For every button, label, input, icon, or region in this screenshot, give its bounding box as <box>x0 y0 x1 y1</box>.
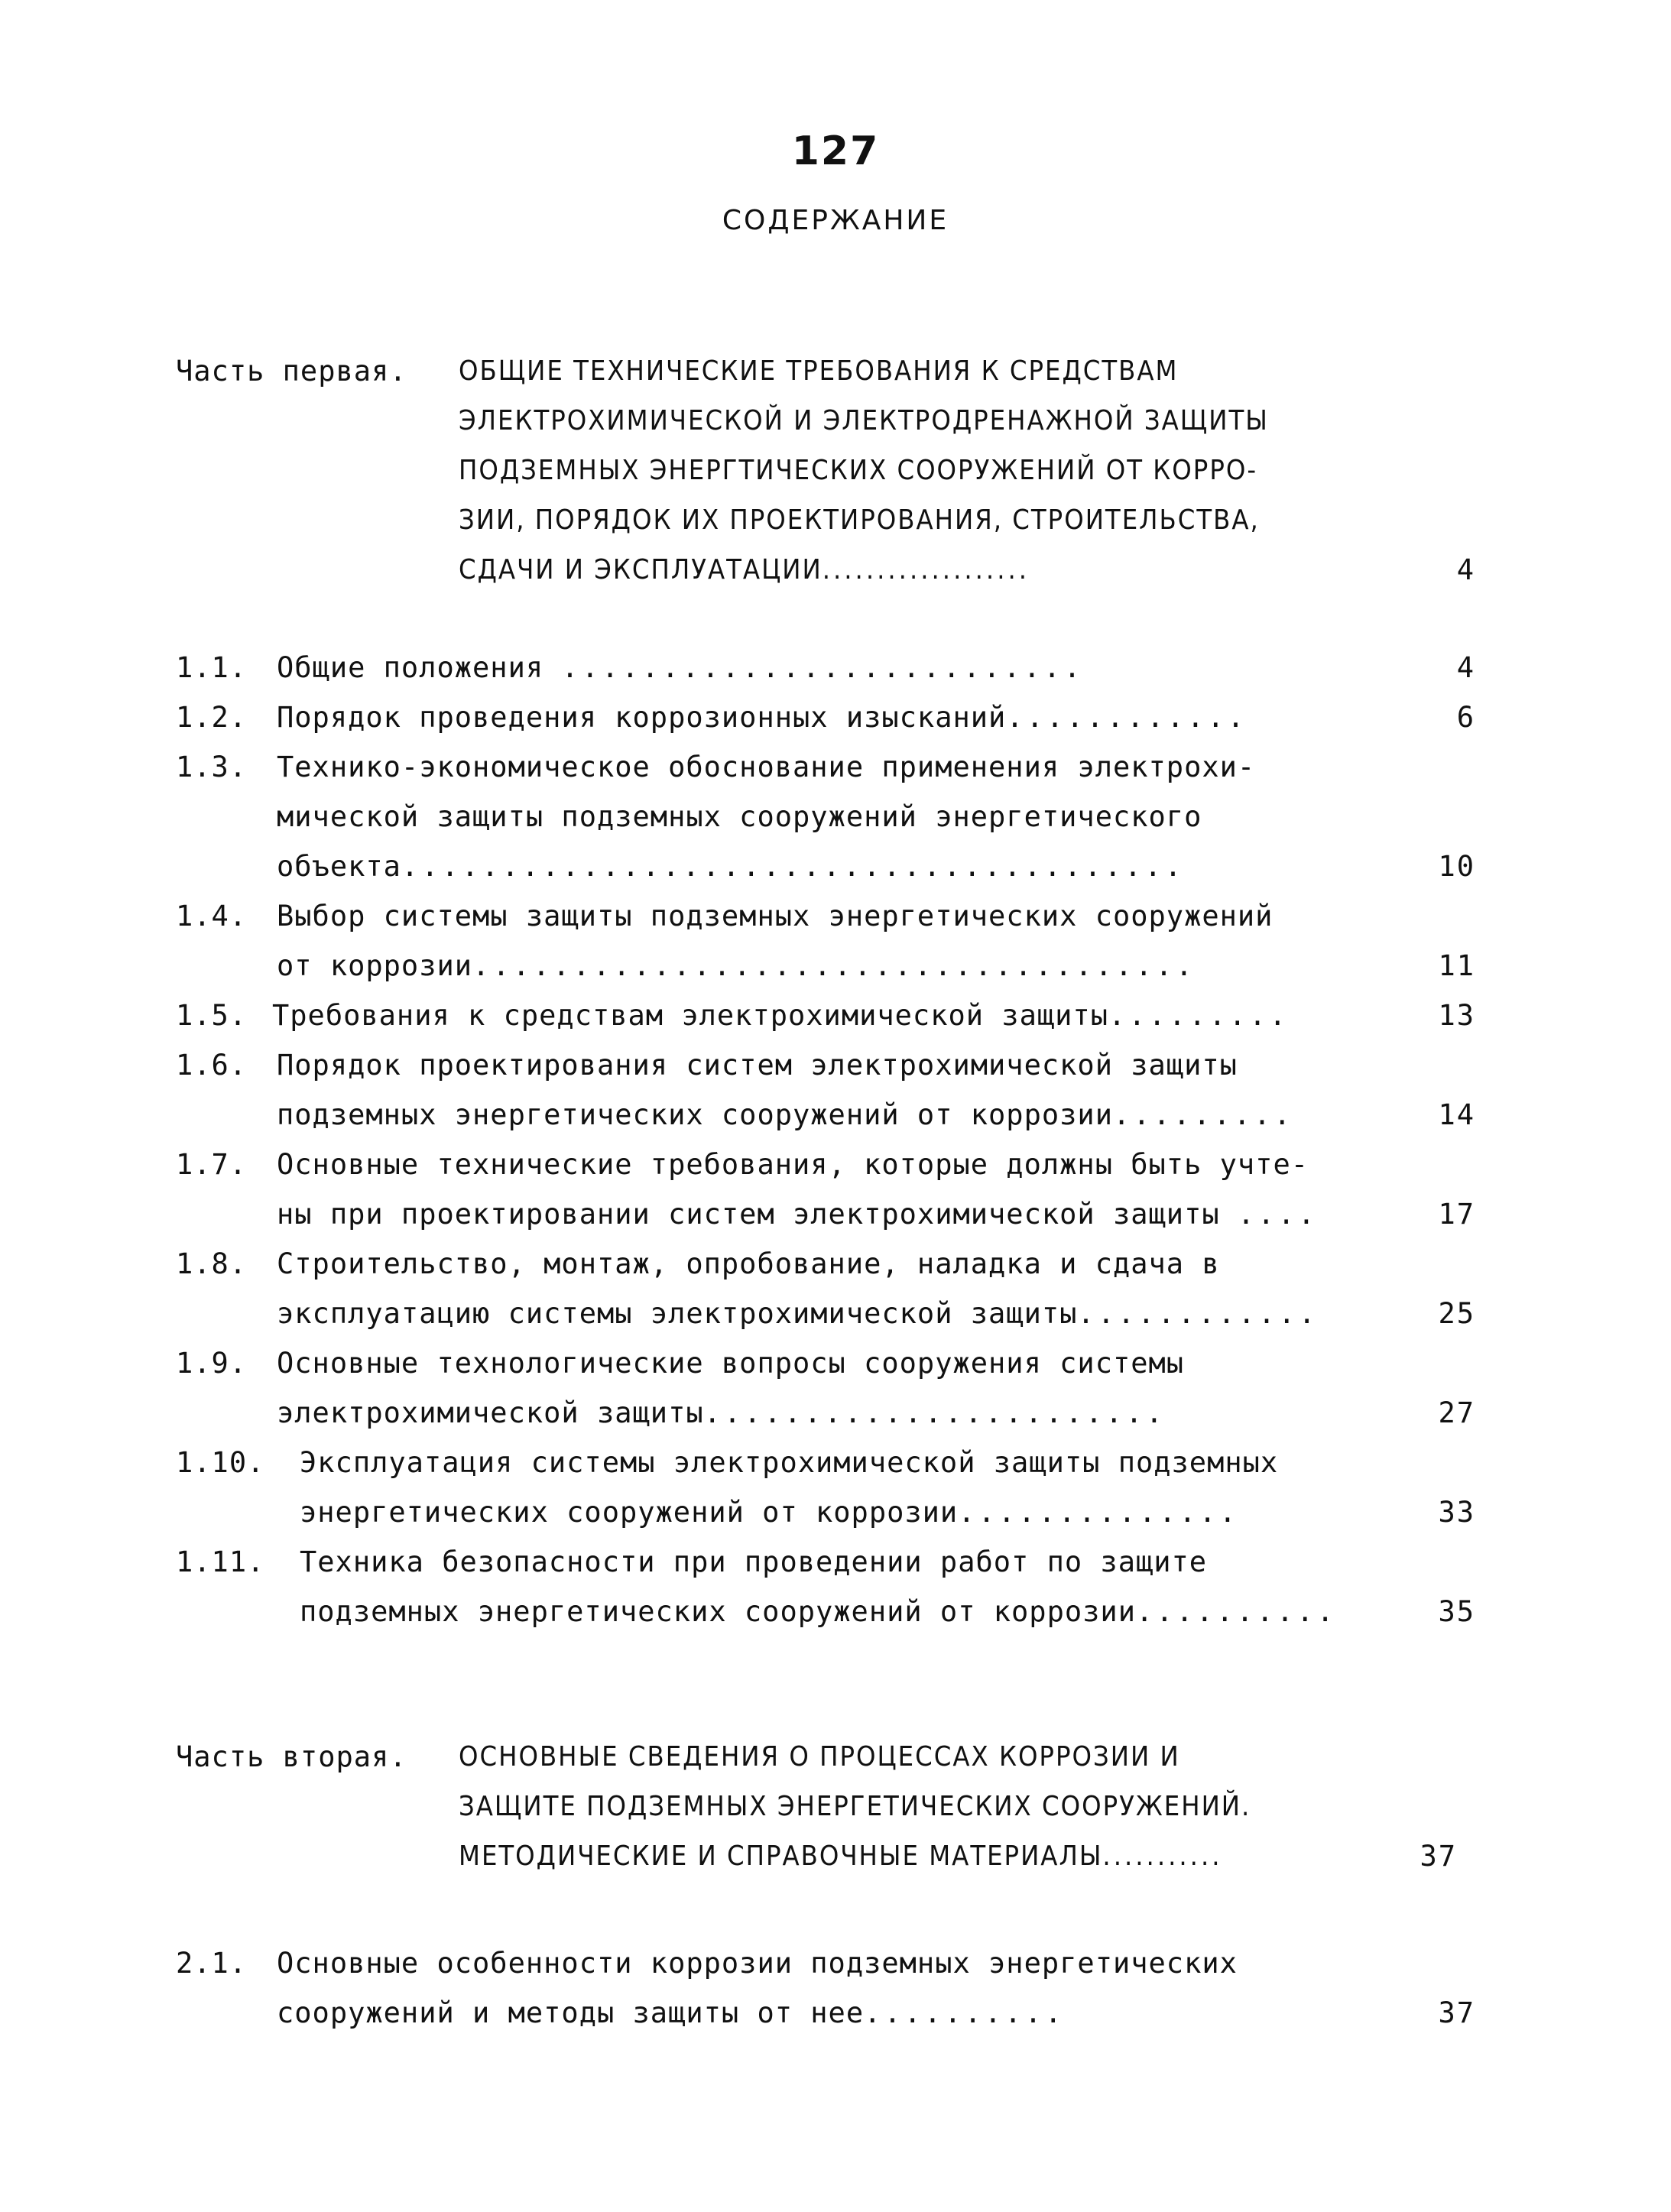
entry-title-line <box>277 1395 1166 1432</box>
entry-title-line <box>277 1296 1319 1332</box>
page-ref: 37 <box>1438 1996 1475 2029</box>
entry-title-line <box>277 948 1196 984</box>
dot-leader: .... <box>1237 1198 1319 1231</box>
contents-title: СОДЕРЖАНИЕ <box>722 205 949 236</box>
page-ref: 10 <box>1438 850 1475 883</box>
entry-title-line: Строительство, монтаж, опробование, наладка и сдача в <box>277 1247 1220 1280</box>
entry-title-line <box>277 1097 1293 1134</box>
page-ref: 11 <box>1438 949 1475 982</box>
part2-title-line <box>459 1838 1223 1875</box>
dot-leader: ....................................... <box>401 850 1185 883</box>
entry-text: объекта <box>277 850 401 883</box>
entry-title-line: Основные технические требования, которые должны быть учте- <box>277 1148 1309 1181</box>
dot-leader: .......... <box>1135 1595 1337 1628</box>
entry-title-line: Основные особенности коррозии подземных энергетических <box>277 1947 1238 1980</box>
page-ref: 13 <box>1438 999 1475 1032</box>
page-number: 127 <box>791 128 880 174</box>
entry-text: от коррозии <box>277 949 473 982</box>
entry-text: Общие положения <box>277 651 544 684</box>
entry-title-line: Выбор системы защиты подземных энергетических сооружений <box>277 900 1274 932</box>
entry-title-line: Технико-экономическое обоснование применения электрохи- <box>277 751 1256 783</box>
entry-title-line: Эксплуатация системы электрохимической защиты подземных <box>300 1446 1279 1479</box>
dot-leader: .......... <box>864 1996 1065 2029</box>
entry-text: сооружений и методы защиты от нее <box>277 1996 865 2029</box>
entry-number: 1.6. <box>176 1049 248 1082</box>
entry-title-line: Порядок проектирования систем электрохимической защиты <box>277 1049 1238 1082</box>
entry-title-line <box>272 997 1289 1034</box>
page-ref: 33 <box>1438 1496 1475 1529</box>
entry-number: 1.3. <box>176 751 248 783</box>
dot-leader: ........... <box>1102 1841 1223 1872</box>
page-ref: 37 <box>1420 1840 1457 1873</box>
dot-leader: .......................... <box>561 651 1084 684</box>
entry-title-line <box>277 699 1248 736</box>
entry-number: 1.11. <box>176 1545 265 1578</box>
entry-number: 2.1. <box>176 1947 248 1980</box>
entry-title-line <box>277 848 1185 885</box>
entry-number: 1.1. <box>176 651 248 684</box>
page-ref: 14 <box>1438 1098 1475 1131</box>
part1-title-line: ОБЩИЕ ТЕХНИЧЕСКИЕ ТРЕБОВАНИЯ К СРЕДСТВАМ <box>459 355 1179 387</box>
entry-number: 1.5. <box>176 999 248 1032</box>
entry-title-line: Техника безопасности при проведении работ по защите <box>300 1545 1208 1578</box>
entry-number: 1.9. <box>176 1347 248 1380</box>
part1-title-line: ЭЛЕКТРОХИМИЧЕСКОЙ И ЭЛЕКТРОДРЕНАЖНОЙ ЗАЩИТЫ <box>459 405 1269 436</box>
entry-text: ны при проектировании систем электрохимической защиты <box>277 1198 1220 1231</box>
page-ref: 4 <box>1456 651 1475 684</box>
dot-leader: .................................... <box>472 949 1196 982</box>
entry-title-line <box>277 650 1084 686</box>
entry-text: Требования к средствам электрохимической защиты <box>272 999 1108 1032</box>
entry-number: 1.7. <box>176 1148 248 1181</box>
dot-leader: ......... <box>1108 999 1290 1032</box>
dot-leader: ............ <box>1006 701 1248 734</box>
entry-number: 1.8. <box>176 1247 248 1280</box>
page-ref: 4 <box>1456 553 1475 586</box>
part1-title-line <box>459 552 1030 589</box>
dot-leader: ....................... <box>703 1396 1166 1429</box>
entry-text: подземных энергетических сооружений от коррозии <box>300 1595 1136 1628</box>
entry-title-line <box>277 1995 1065 2032</box>
dot-leader: ......... <box>1112 1098 1294 1131</box>
entry-title-line: Основные технологические вопросы сооружения системы <box>277 1347 1185 1380</box>
entry-number: 1.10. <box>176 1446 265 1479</box>
entry-title-line <box>300 1494 1239 1531</box>
page-ref: 27 <box>1438 1396 1475 1429</box>
part1-title-line: ЗИИ, ПОРЯДОК ИХ ПРОЕКТИРОВАНИЯ, СТРОИТЕЛЬСТВА, <box>459 504 1260 536</box>
part1-title-line: ПОДЗЕМНЫХ ЭНЕРГТИЧЕСКИХ СООРУЖЕНИЙ ОТ КОРРО- <box>459 455 1258 486</box>
entry-text: энергетических сооружений от коррозии <box>300 1496 959 1529</box>
entry-text: подземных энергетических сооружений от коррозии <box>277 1098 1113 1131</box>
part2-title-line: ЗАЩИТЕ ПОДЗЕМНЫХ ЭНЕРГЕТИЧЕСКИХ СООРУЖЕНИЙ. <box>459 1791 1251 1822</box>
page-ref: 25 <box>1438 1297 1475 1330</box>
entry-text: электрохимической защиты <box>277 1396 704 1429</box>
entry-number: 1.4. <box>176 900 248 932</box>
entry-number: 1.2. <box>176 701 248 734</box>
entry-title-line: мической защиты подземных сооружений энергетического <box>277 800 1202 833</box>
page-ref: 6 <box>1456 701 1475 734</box>
entry-text: эксплуатацию системы электрохимической защиты <box>277 1297 1078 1330</box>
entry-title-line <box>300 1594 1337 1630</box>
dot-leader: ............ <box>1077 1297 1319 1330</box>
entry-text: Порядок проведения коррозионных изысканий <box>277 701 1007 734</box>
part2-title-line: ОСНОВНЫЕ СВЕДЕНИЯ О ПРОЦЕССАХ КОРРОЗИИ И <box>459 1741 1180 1773</box>
page-ref: 35 <box>1438 1595 1475 1628</box>
dot-leader: ................... <box>822 554 1030 585</box>
dot-leader: .............. <box>958 1496 1240 1529</box>
entry-title-line <box>277 1196 1318 1233</box>
part1-title-last: СДАЧИ И ЭКСПЛУАТАЦИИ <box>459 554 823 585</box>
page-ref: 17 <box>1438 1198 1475 1231</box>
part1-label: Часть первая. <box>176 355 407 388</box>
part2-title-last: МЕТОДИЧЕСКИЕ И СПРАВОЧНЫЕ МАТЕРИАЛЫ <box>459 1841 1103 1872</box>
part2-label: Часть вторая. <box>176 1740 407 1773</box>
